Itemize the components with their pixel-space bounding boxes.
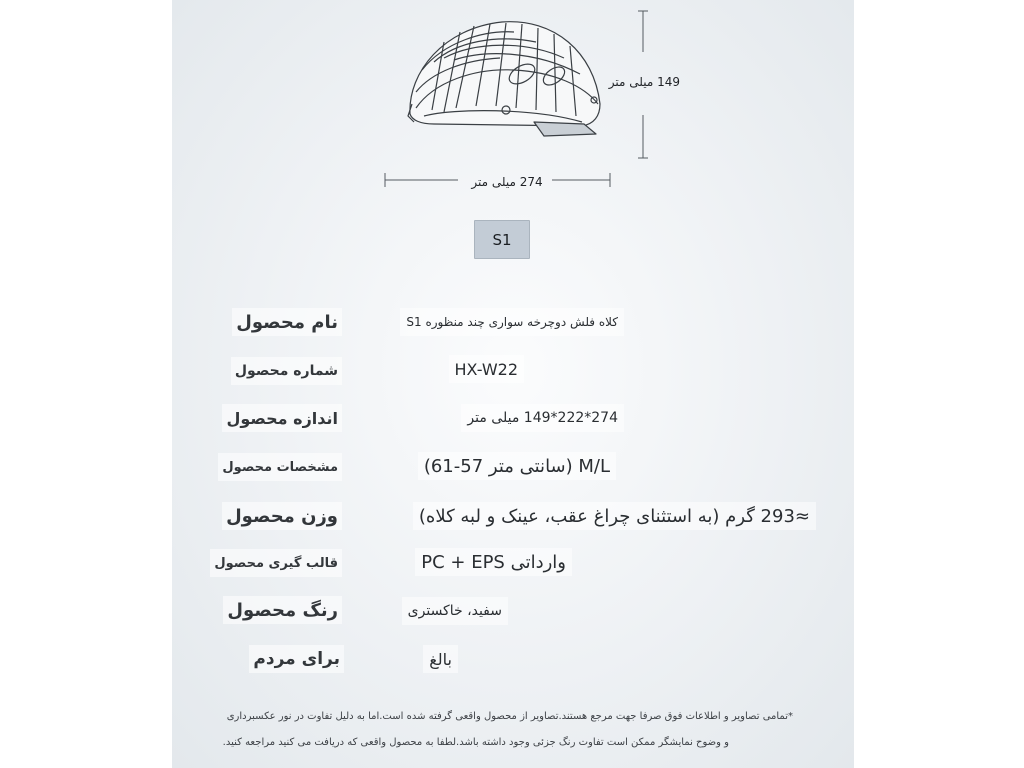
spec-value-size: 274*222*149 میلی متر <box>461 404 624 432</box>
helmet-width-label: 274 میلی متر <box>471 175 543 189</box>
spec-label-audience: برای مردم <box>249 645 344 673</box>
helmet-height-label: 149 میلی متر <box>608 75 680 89</box>
spec-label-molding: قالب گیری محصول <box>210 549 342 577</box>
model-badge: S1 <box>474 220 530 259</box>
helmet-illustration <box>404 12 604 142</box>
spec-value-name: کلاه فلش دوچرخه سواری چند منظوره S1 <box>400 308 624 336</box>
product-spec-panel <box>172 0 854 768</box>
footnote-line-1: *تمامی تصاویر و اطلاعات فوق صرفا جهت مرجع هستند.تصاویر از محصول واقعی گرفته شده است.اما به دلیل تفاوت در نور عکسبرداری <box>226 711 793 722</box>
spec-label-color: رنگ محصول <box>223 596 342 624</box>
spec-value-molding: وارداتی PC + EPS <box>415 548 572 576</box>
spec-label-specification: مشخصات محصول <box>218 453 342 481</box>
spec-label-weight: وزن محصول <box>222 502 342 530</box>
spec-value-specification: M/L (سانتی متر 57-61) <box>418 452 616 480</box>
spec-value-weight: ≈293 گرم (به استثنای چراغ عقب، عینک و لبه کلاه) <box>413 502 816 530</box>
spec-label-number: شماره محصول <box>231 357 342 385</box>
spec-label-name: نام محصول <box>232 308 342 336</box>
spec-value-audience: بالغ <box>423 645 458 673</box>
spec-label-size: اندازه محصول <box>222 404 342 432</box>
spec-value-color: سفید، خاکستری <box>402 597 508 625</box>
footnote-line-2: و وضوح نمایشگر ممکن است تفاوت رنگ جزئی وجود داشته باشد.لطفا به محصول واقعی که دریافت می کنید مراجعه کنید. <box>222 737 729 748</box>
spec-value-number: HX-W22 <box>449 355 525 383</box>
